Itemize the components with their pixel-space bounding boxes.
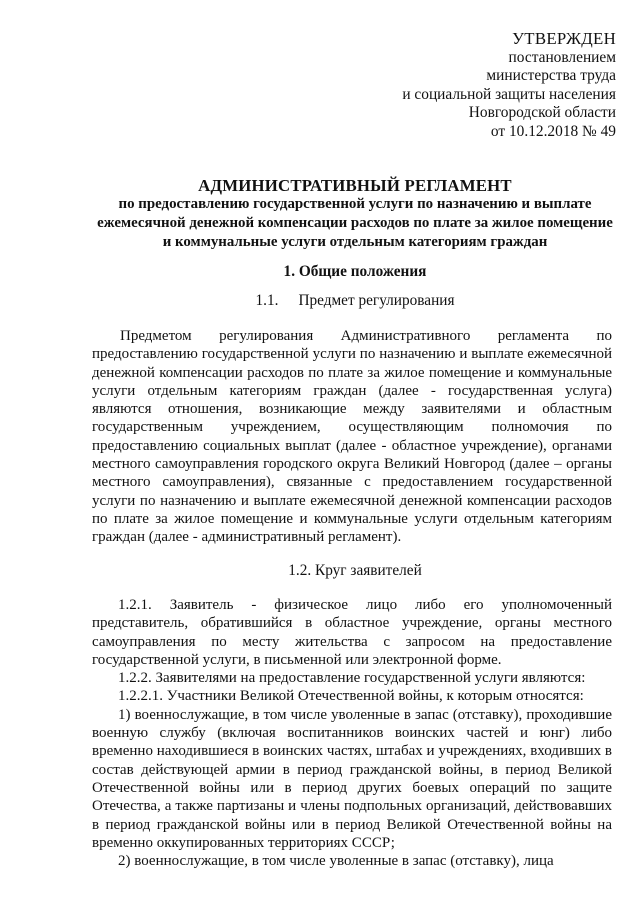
approval-line: постановлением — [508, 48, 616, 66]
subsection-name: Предмет регулирования — [298, 292, 455, 309]
subsection-title — [92, 291, 618, 310]
approval-date: от 10.12.2018 № 49 — [490, 122, 616, 140]
paragraph: 1.2.2. Заявителями на предоставление государственной услуги являются: — [118, 670, 586, 687]
approval-heading: УТВЕРЖДЕН — [512, 29, 616, 48]
title-subtitle: по предоставлению государственной услуги по назначению и выплате ежемесячной денежной компенсации расходов по плате за жилое помещение и коммунальные услуги отдельным категориям граждан — [97, 196, 613, 250]
paragraph: 1) военнослужащие, в том числе уволенные в запас (отставку), проходившие военную службу (включая воспитанников воинских частей и юнг) либо временно находившиеся в воинских частях, штабах и учреждениях, входивших в состав действующей армии в период гражданской войны, в период Великой Отечественной войны или в период других боевых операций по защите Отечества, а также партизаны и члены подпольных организаций, действовавших в период гражданской войны или в период Великой Отечественной войны на временно оккупированных территориях СССР; — [92, 706, 612, 851]
paragraph: Предметом регулирования Административного регламента по предоставлению государственной услуги по назначению и выплате ежемесячной денежной компенсации расходов по плате за жилое помещение и коммунальные услуги отдельным категориям граждан (далее - государственная услуга) являются отношения, возникающие между заявителями и областным государственным учреждением, осуществляющим полномочия по предоставлению социальных выплат (далее - областное учреждение), органами местного самоуправления городского округа Великий Новгород (далее – органы местного самоуправления), связанные с предоставлением государственной услуги по назначению и выплате ежемесячной денежной компенсации расходов по плате за жилое помещение и коммунальные услуги отдельным категориям граждан (далее - административный регламент). — [92, 328, 612, 546]
subsection-number: 1.1. — [255, 292, 279, 309]
approval-line: министерства труда — [486, 67, 616, 85]
applicants-paragraphs — [92, 596, 612, 870]
paragraph: 1.2.2.1. Участники Великой Отечественной войны, к которым относятся: — [118, 688, 584, 705]
document-title — [92, 176, 618, 252]
section-title: 1. Общие положения — [283, 263, 427, 280]
approval-stamp — [356, 30, 616, 142]
paragraph: 2) военнослужащие, в том числе уволенные в запас (отставку), лица — [118, 853, 554, 870]
approval-line: Новгородской области — [468, 104, 616, 122]
applicants-section-title: 1.2. Круг заявителей — [288, 562, 422, 579]
regulation-subject-paragraph-block — [92, 327, 612, 547]
approval-line: и социальной защиты населения — [402, 85, 616, 103]
title-main: АДМИНИСТРАТИВНЫЙ РЕГЛАМЕНТ — [198, 176, 512, 195]
paragraph: 1.2.1. Заявитель - физическое лицо либо его уполномоченный представитель, обратившийся в областное учреждение, органы местного самоуправления по месту жительства с запросом на предоставление государственной услуги, в письменной или электронной форме. — [92, 597, 612, 668]
